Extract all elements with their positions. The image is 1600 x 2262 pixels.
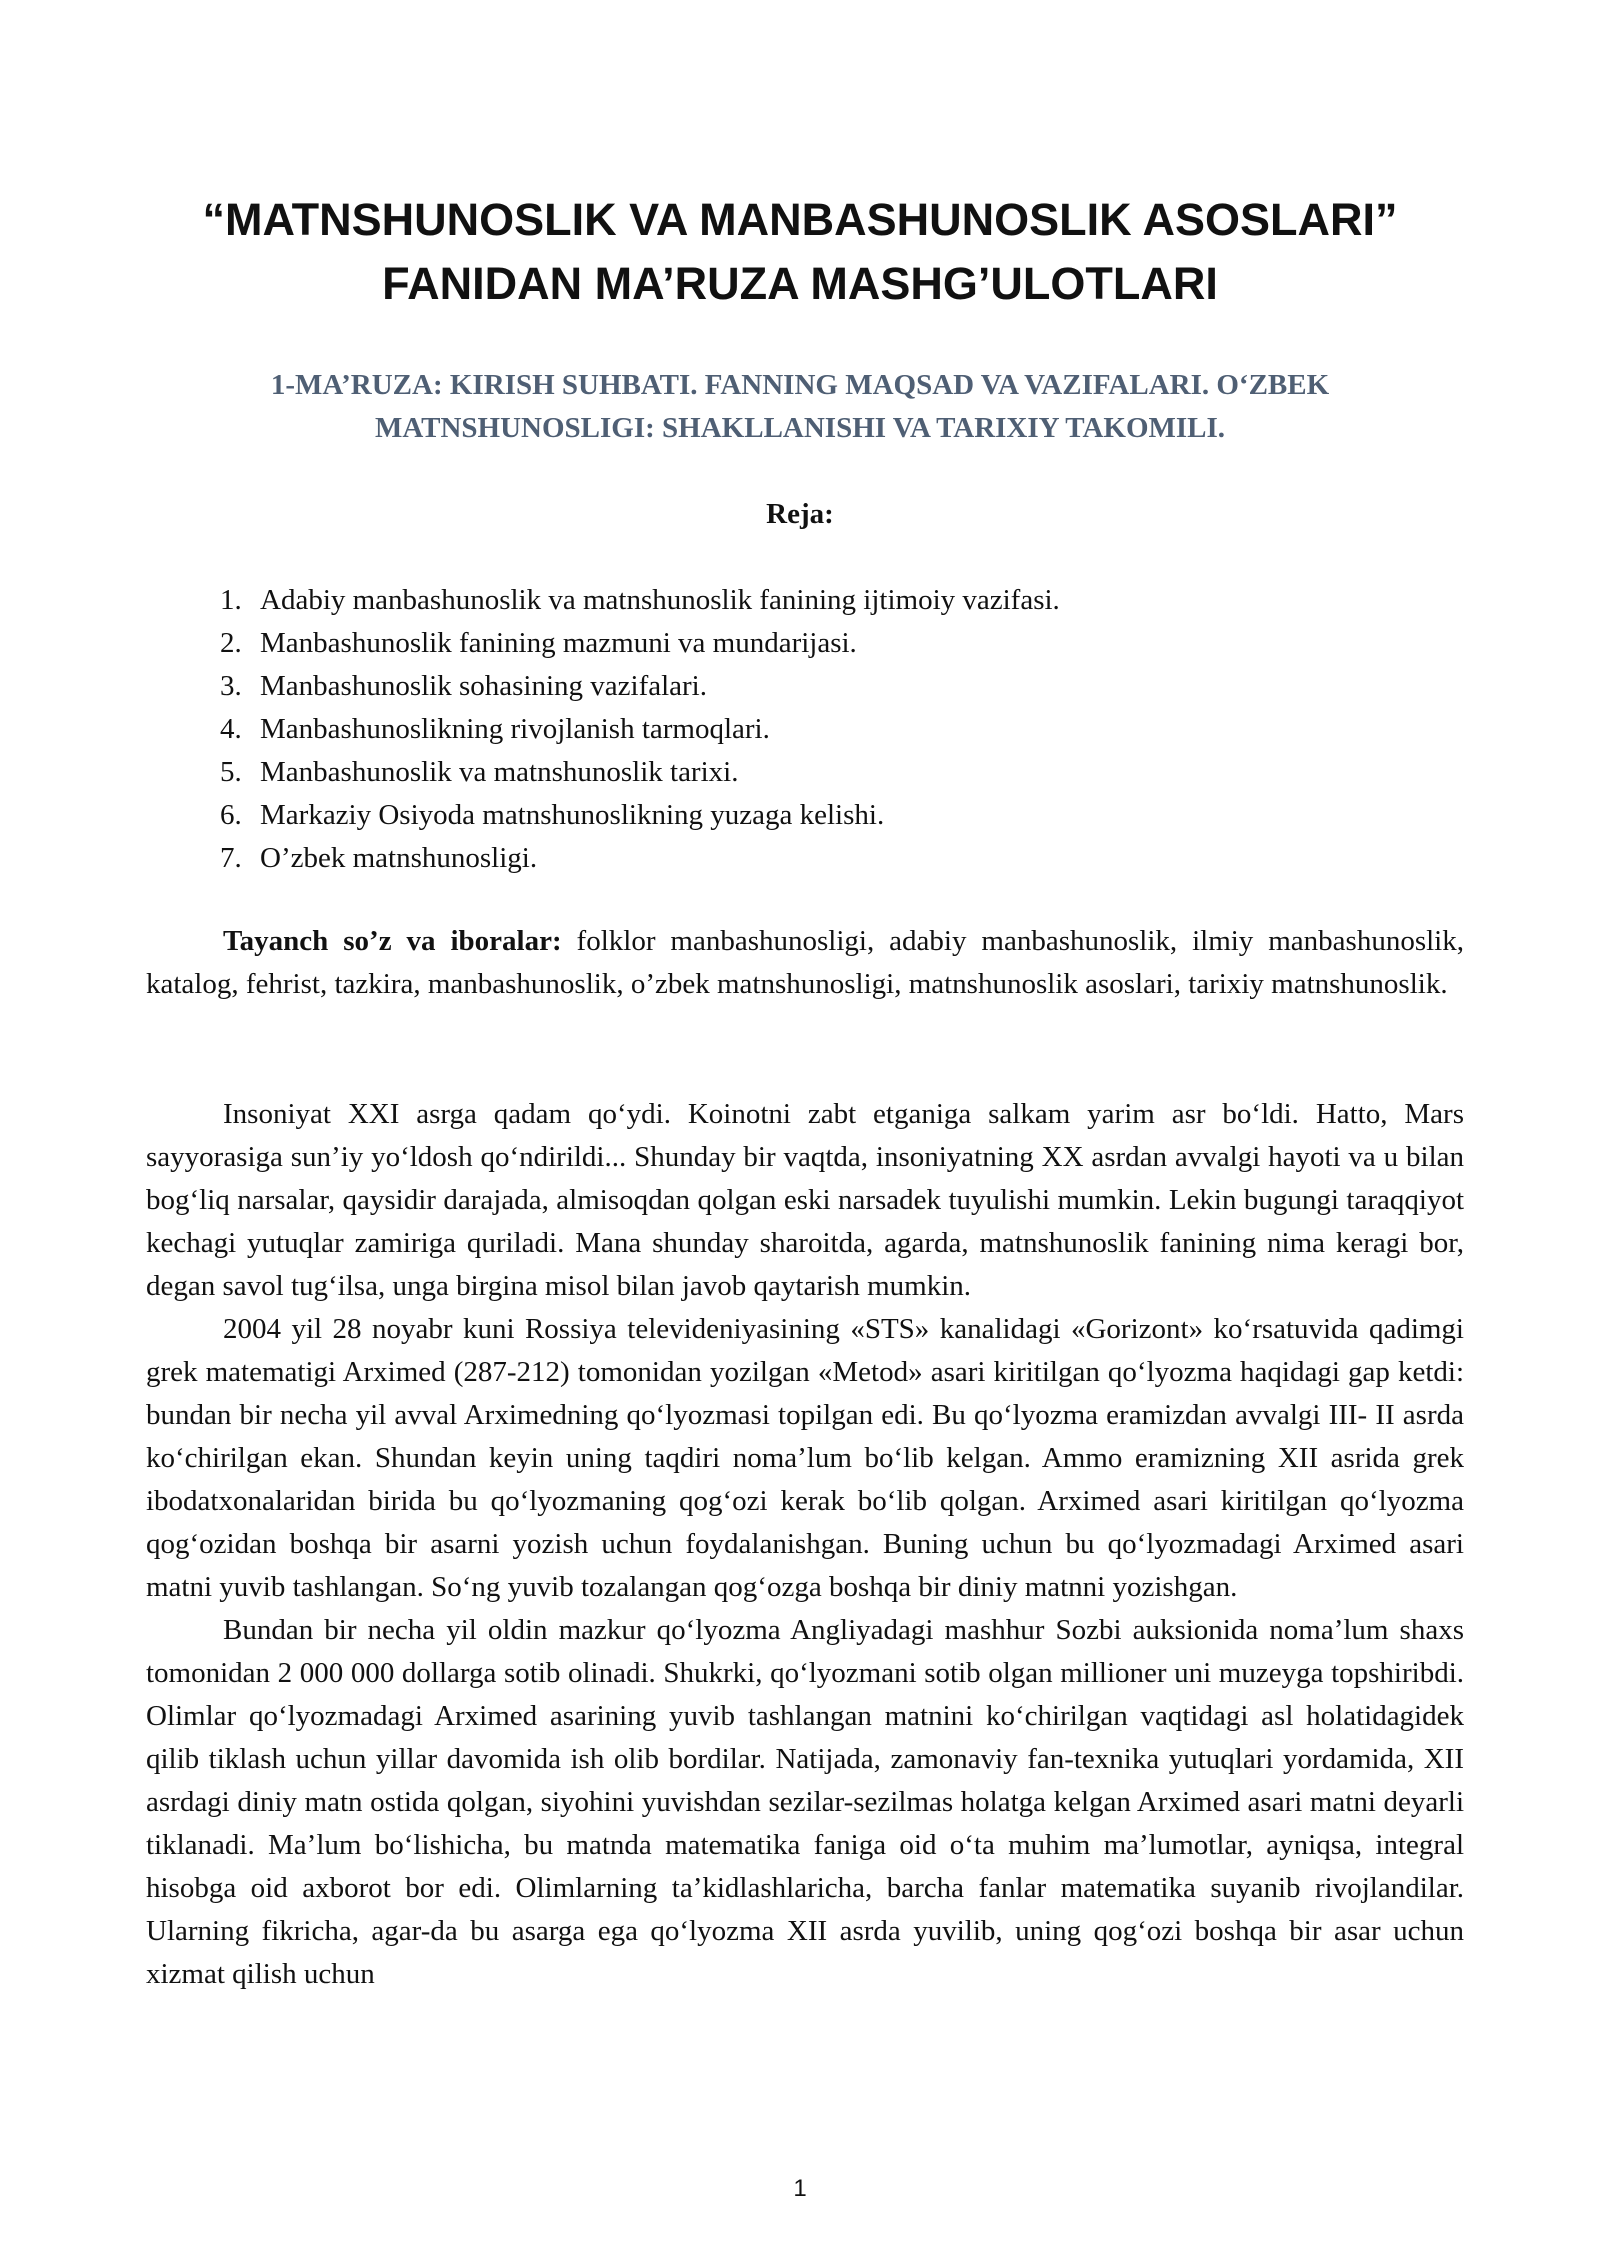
body-paragraph: Insoniyat XXI asrga qadam qo‘ydi. Koinotni zabt etganiga salkam yarim asr bo‘ldi. Hatto, Mars sayyorasiga sun’iy yo‘ldosh qo‘ndirildi... Shunday bir vaqtda, insoniyatning XX asrdan avvalgi hayoti va u bilan bog‘liq narsalar, qaysidir darajada, almisoqdan qolgan eski narsadek tuyulishi mumkin. Lekin bugungi taraqqiyot kechagi yutuqlar zamiriga quriladi. Mana shunday sharoitda, agarda, matnshunoslik fanining nima keragi bor, degan savol tug‘ilsa, unga birgina misol bilan javob qaytarish mumkin. [146, 1098, 1464, 1302]
plan-title: Reja: [766, 498, 834, 530]
keywords-section [146, 920, 1464, 1006]
plan-item [220, 579, 1060, 622]
document-title [140, 188, 1460, 316]
plan-item-text: Manbashunoslikning rivojlanish tarmoqlari. [260, 713, 770, 745]
plan-item-number: 6. [220, 799, 242, 831]
plan-item [220, 708, 1060, 751]
plan-item-text: O’zbek matnshunosligi. [260, 842, 538, 874]
body-text [146, 1093, 1464, 1996]
lecture-heading-line-2: MATNSHUNOSLIGI: SHAKLLANISHI VA TARIXIY TAKOMILI. [374, 412, 1226, 444]
plan-item [220, 837, 1060, 880]
plan-item-number: 5. [220, 756, 242, 788]
plan-item [220, 665, 1060, 708]
document-title-line-2: FANIDAN MA’RUZA MASHG’ULOTLARI [382, 258, 1218, 309]
plan-item-text: Markaziy Osiyoda matnshunoslikning yuzaga kelishi. [260, 799, 885, 831]
plan-list [220, 579, 1060, 880]
plan-item-number: 7. [220, 842, 242, 874]
lecture-heading [150, 364, 1450, 450]
lecture-heading-line-1: 1-MA’RUZA: KIRISH SUHBATI. FANNING MAQSAD VA VAZIFALARI. O‘ZBEK [270, 369, 1330, 401]
keywords-paragraph [146, 920, 1464, 1006]
plan-item-text: Adabiy manbashunoslik va matnshunoslik fanining ijtimoiy vazifasi. [260, 584, 1060, 616]
document-title-line-1: “MATNSHUNOSLIK VA MANBASHUNOSLIK ASOSLARI” [202, 194, 1398, 245]
plan-item-number: 3. [220, 670, 242, 702]
page-number: 1 [793, 2175, 807, 2202]
plan-item-number: 2. [220, 627, 242, 659]
plan-item-number: 1. [220, 584, 242, 616]
plan-item-text: Manbashunoslik sohasining vazifalari. [260, 670, 707, 702]
body-paragraph: Bundan bir necha yil oldin mazkur qo‘lyozma Angliyadagi mashhur Sozbi auksionida noma’lum shaxs tomonidan 2 000 000 dollarga sotib olinadi. Shukrki, qo‘lyozmani sotib olgan millioner uni muzeyga topshiribdi. Olimlar qo‘lyozmadagi Arximed asarining yuvib tashlangan matnini ko‘chirilgan vaqtidagi asl holatidagidek qilib tiklash uchun yillar davomida ish olib bordilar. Natijada, zamonaviy fan-texnika yutuqlari yordamida, XII asrdagi diniy matn ostida qolgan, siyohini yuvishdan sezilar-sezilmas holatga kelgan Arximed asari matni deyarli tiklanadi. Ma’lum bo‘lishicha, bu matnda matematika faniga oid o‘ta muhim ma’lumotlar, ayniqsa, integral hisobga oid axborot bor edi. Olimlarning ta’kidlashlaricha, barcha fanlar matematika suyanib rivojlandilar. Ularning fikricha, agar-da bu asarga ega qo‘lyozma XII asrda yuvilib, uning qog‘ozi boshqa bir asar uchun xizmat qilish uchun [146, 1614, 1464, 1990]
keywords-label: Tayanch so’z va iboralar: [223, 925, 562, 957]
plan-item-text: Manbashunoslik va matnshunoslik tarixi. [260, 756, 739, 788]
plan-item [220, 622, 1060, 665]
plan-item [220, 751, 1060, 794]
body-paragraph: 2004 yil 28 noyabr kuni Rossiya televideniyasining «STS» kanalidagi «Gorizont» ko‘rsatuvida qadimgi grek matematigi Arximed (287-212) tomonidan yozilgan «Metod» asari kiritilgan qo‘lyozma haqidagi gap ketdi: bundan bir necha yil avval Arximedning qo‘lyozmasi topilgan edi. Bu qo‘lyozma eramizdan avvalgi III- II asrda ko‘chirilgan ekan. Shundan keyin uning taqdiri noma’lum bo‘lib kelgan. Ammo eramizning XII asrida grek ibodatxonalaridan birida bu qo‘lyozmaning qog‘ozi kerak bo‘lib qolgan. Arximed asari kiritilgan qo‘lyozma qog‘ozidan boshqa bir asarni yozish uchun foydalanishgan. Buning uchun bu qo‘lyozmadagi Arximed asari matni yuvib tashlangan. So‘ng yuvib tozalangan qog‘ozga boshqa bir diniy matnni yozishgan. [146, 1313, 1464, 1603]
keywords-text: folklor manbashunosligi, adabiy manbashunoslik, ilmiy manbashunoslik, katalog, fehrist, tazkira, manbashunoslik, o’zbek matnshunosligi, matnshunoslik asoslari, tarixiy matnshunoslik. [146, 925, 1464, 1000]
plan-item-text: Manbashunoslik fanining mazmuni va mundarijasi. [260, 627, 857, 659]
plan-item [220, 794, 1060, 837]
plan-item-number: 4. [220, 713, 242, 745]
